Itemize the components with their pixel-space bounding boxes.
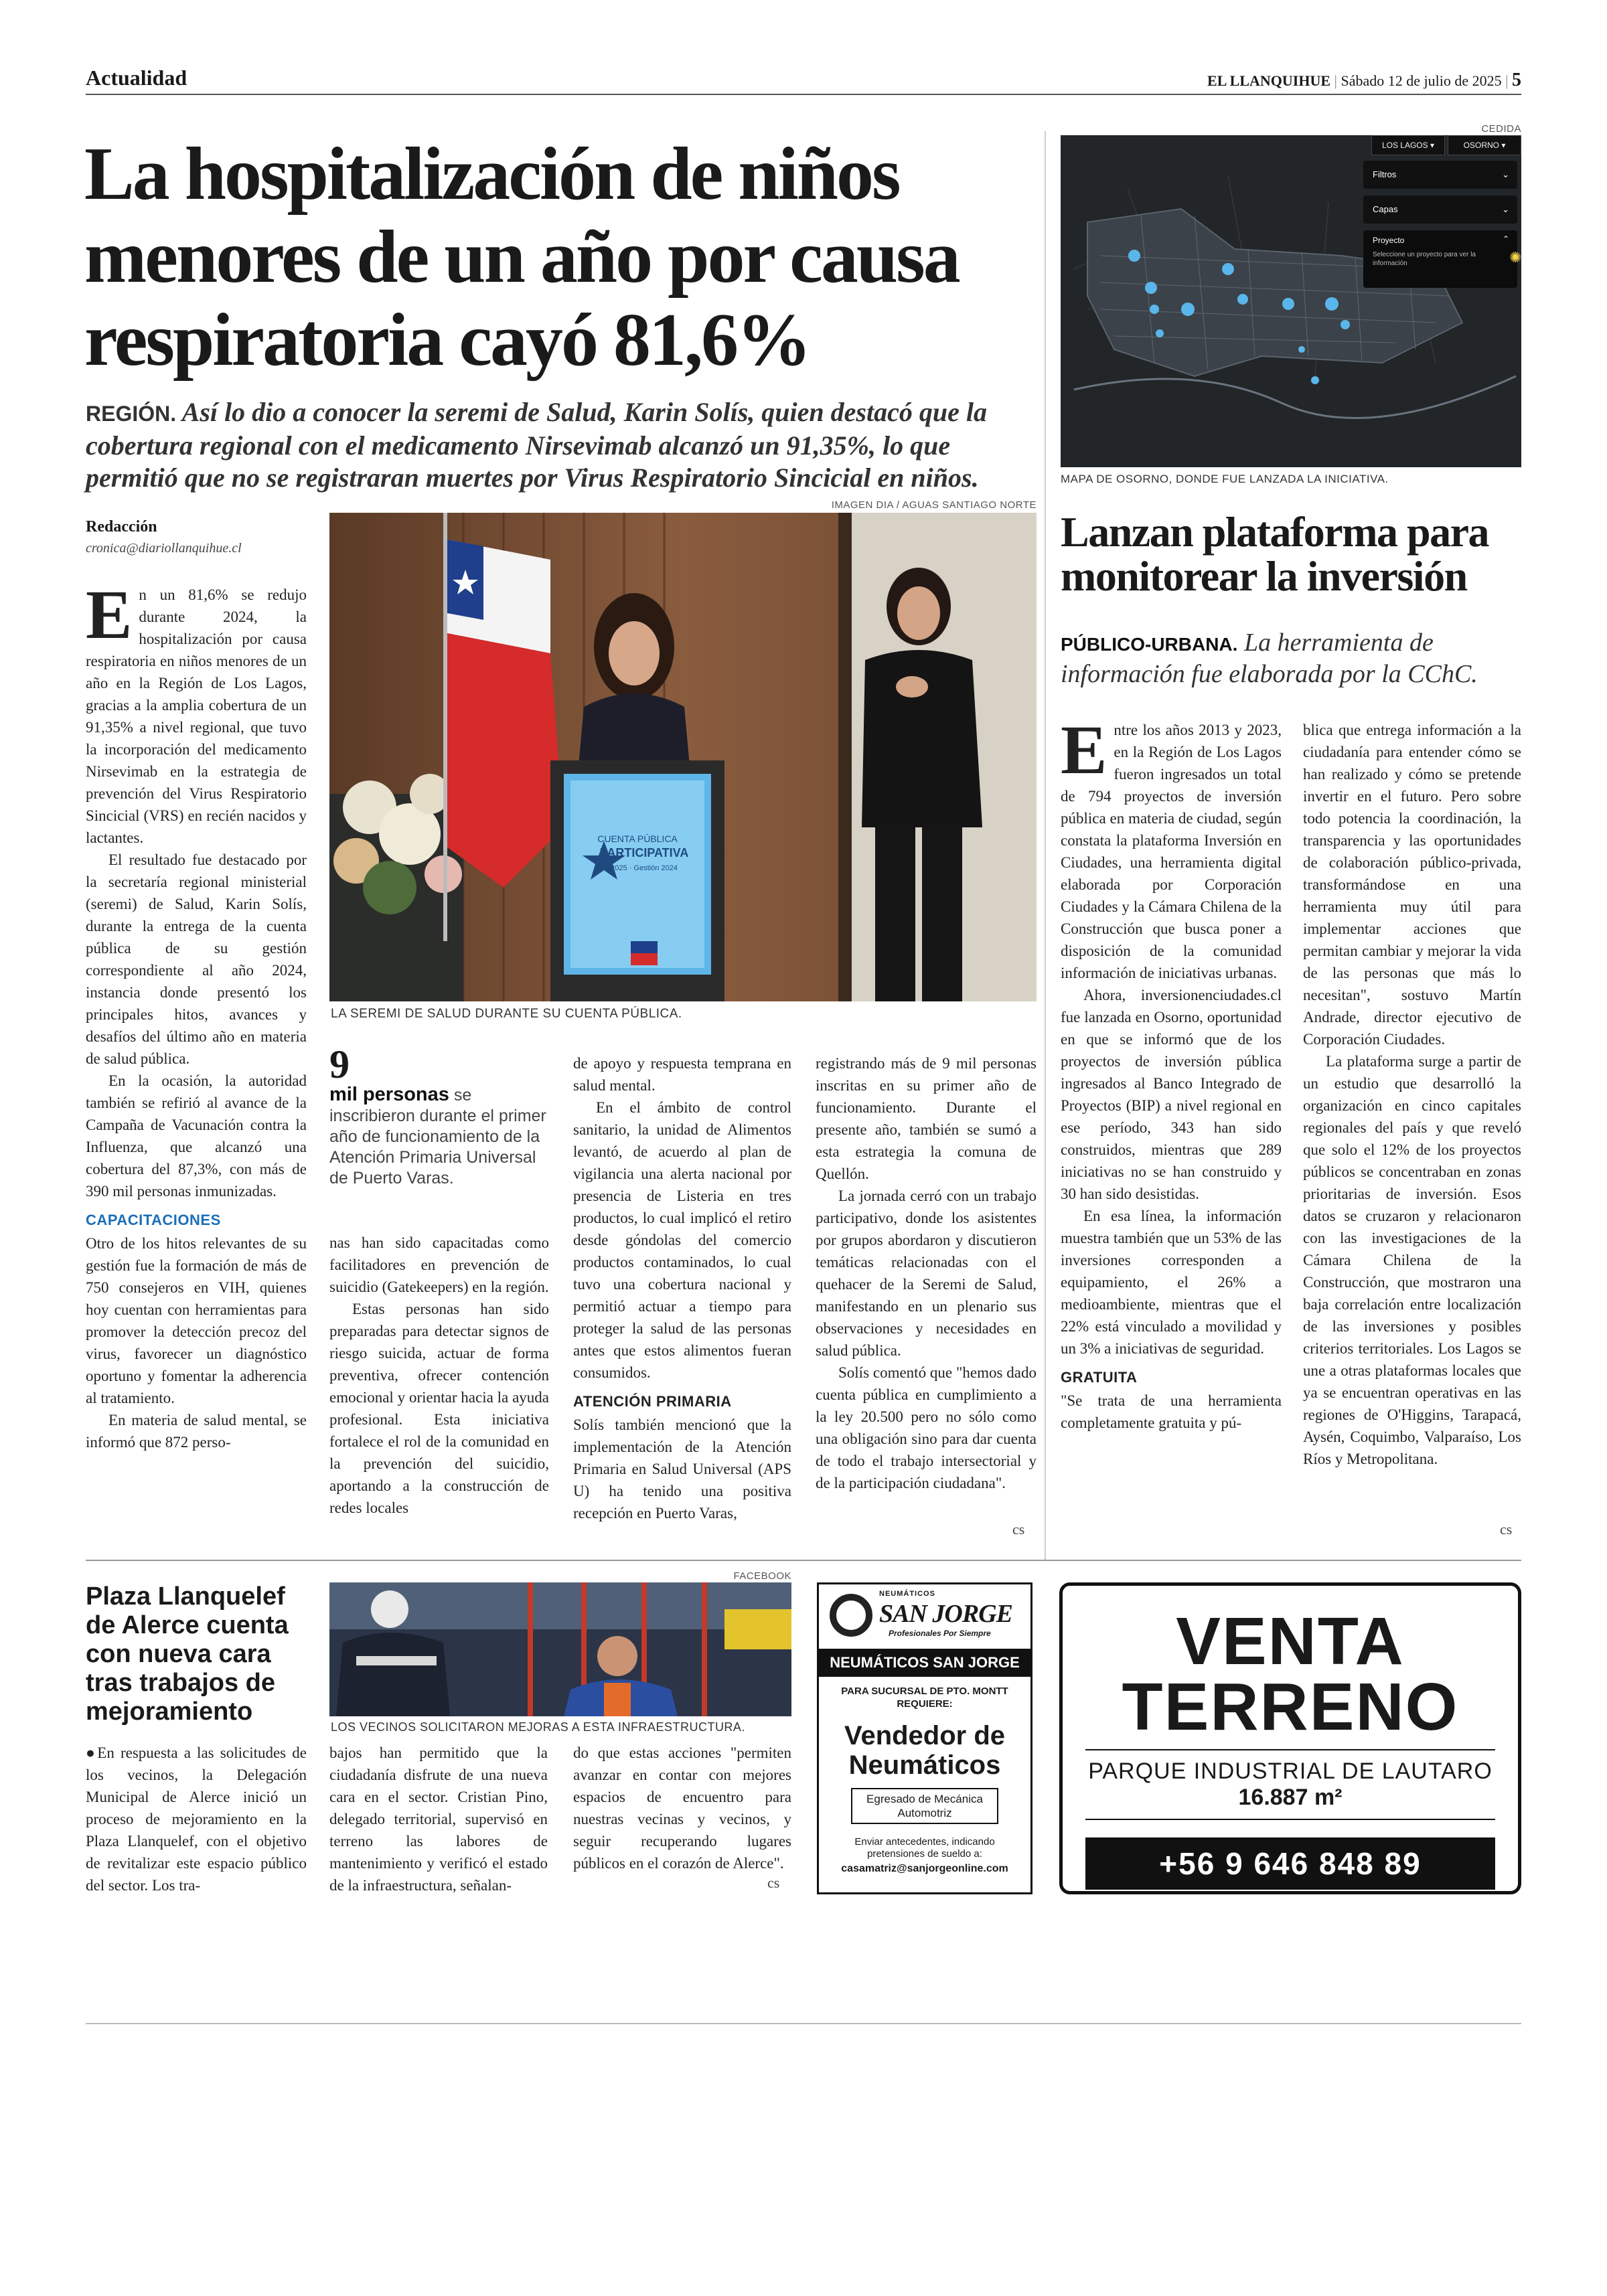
terreno-title-2: TERRENO: [1122, 1669, 1459, 1744]
column-divider: [1045, 131, 1046, 1560]
main-col1-p5: En materia de salud mental, se informó que 872 perso-: [86, 1412, 307, 1451]
san-jorge-contact: Enviar antecedentes, indicando pretensiones de sueldo a:: [854, 1836, 995, 1860]
header-info: EL LLANQUIHUE | Sábado 12 de julio de 2025 | 5: [1207, 70, 1521, 90]
byline-email: cronica@diariollanquihue.cl: [86, 541, 242, 556]
side-deck-text: La herramienta de información fue elaborada por la CChC.: [1061, 629, 1478, 688]
main-col3-p3: Solís también mencionó que la implementación de la Atención Primaria en Salud Universal (APS U) ha tenido una positiva recepción en Puerto Varas,: [573, 1416, 791, 1522]
issue-date: Sábado 12 de julio de 2025: [1341, 72, 1502, 89]
chevron-down-icon: ▾: [1430, 141, 1435, 150]
ad-venta-terreno: [1059, 1582, 1521, 1894]
section-label: Actualidad: [86, 66, 187, 90]
terreno-title-1: VENTA: [1176, 1604, 1405, 1679]
chevron-up-icon: ⌃: [1502, 234, 1509, 244]
san-jorge-logo-name: SAN JORGE: [879, 1600, 1012, 1628]
bottom-col-2: [329, 1742, 548, 1896]
side-col1-p4: "Se trata de una herramienta completamente gratuita y pú-: [1061, 1392, 1282, 1431]
photo-credit: IMAGEN DIA / AGUAS SANTIAGO NORTE: [831, 499, 1037, 511]
bottom-headline: Plaza Llanquelef de Alerce cuenta con nueva cara tras trabajos de mejoramiento: [86, 1582, 289, 1726]
map-image: [1061, 135, 1521, 467]
map-panel-filtros-label: Filtros: [1373, 169, 1397, 179]
san-jorge-band: NEUMÁTICOS SAN JORGE: [819, 1649, 1030, 1677]
terreno-area: 16.887 m²: [1238, 1785, 1343, 1810]
end-mark-bottom: cs: [767, 1874, 780, 1891]
main-col-1: [86, 576, 307, 1453]
main-headline: La hospitalización de niños menores de un año por causa respiratoria cayó 81,6%: [84, 133, 959, 382]
stat-box: [329, 1044, 550, 1189]
byline: Redacción: [86, 518, 157, 536]
main-col4-p2: La jornada cerró con un trabajo participativo, donde los asistentes por grupos abordaron y discutieron temáticas relacionadas con el quehacer de la Seremi de Salud, manifestando en un plenario sus observaciones y necesidades en salud pública.: [816, 1187, 1037, 1359]
end-mark-main: cs: [1012, 1521, 1025, 1538]
main-col2-p1: nas han sido capacitadas como facilitadores en prevención de suicidio (Gatekeepers) en la región.: [329, 1234, 549, 1295]
bottom-photo-caption: LOS VECINOS SOLICITARON MEJORAS A ESTA INFRAESTRUCTURA.: [331, 1720, 745, 1734]
chevron-down-icon: ▾: [1501, 141, 1506, 150]
terreno-phone: +56 9 646 848 89: [1085, 1837, 1495, 1890]
san-jorge-subtitle: PARA SUCURSAL DE PTO. MONTT REQUIERE:: [841, 1686, 1008, 1710]
side-col-1: [1061, 712, 1282, 1434]
side-col-2: [1303, 719, 1521, 1470]
san-jorge-email: casamatriz@sanjorgeonline.com: [841, 1863, 1008, 1874]
map-dropdown-region[interactable]: [1371, 135, 1445, 155]
stat-text: se inscribieron durante el primer año de funcionamiento de la Atención Primaria Universal de Puerto Varas.: [329, 1086, 546, 1187]
map-credit: CEDIDA: [1481, 123, 1521, 135]
bottom-col2-text: bajos han permitido que la ciudadanía disfrute de una nueva cara en el sector. Cristian Pino, delegado territorial, supervisó en terreno las labores de mantenimiento y verificó el estado de la infraestructura, señalan-: [329, 1744, 548, 1894]
podium-sign-line2: PARTICIPATIVA: [599, 846, 689, 859]
subhead-atencion-primaria: ATENCIÓN PRIMARIA: [573, 1393, 732, 1410]
photo-caption: LA SEREMI DE SALUD DURANTE SU CUENTA PÚBLICA.: [331, 1007, 682, 1021]
map-dropdown-region-label: LOS LAGOS: [1381, 141, 1428, 150]
map-panel-proyecto[interactable]: [1363, 230, 1517, 288]
main-col3-p1: de apoyo y respuesta temprana en salud mental.: [573, 1055, 791, 1094]
podium-sign-line3: 2025 · Gestión 2024: [611, 864, 678, 872]
map-dropdown-commune[interactable]: [1448, 135, 1521, 155]
main-col-4: [816, 1052, 1037, 1494]
map-panel-capas[interactable]: [1363, 195, 1517, 224]
stat-bold: mil personas: [329, 1084, 449, 1105]
footer-rule: [86, 2023, 1521, 2024]
map-panel-capas-label: Capas: [1373, 204, 1398, 214]
san-jorge-requirement: Egresado de Mecánica Automotriz: [851, 1788, 998, 1824]
main-col1-p3: En la ocasión, la autoridad también se refirió al avance de la Campaña de Vacunación contra la Influenza, que alcanzó una cobertura del 87,3%, con más de 390 mil personas inmunizadas.: [86, 1072, 307, 1200]
side-deck: [1061, 628, 1523, 689]
map-caption: MAPA DE OSORNO, DONDE FUE LANZADA LA INICIATIVA.: [1061, 473, 1389, 485]
san-jorge-logo-top: NEUMÁTICOS: [879, 1590, 935, 1598]
main-kicker: REGIÓN.: [86, 402, 177, 426]
masthead: EL LLANQUIHUE: [1207, 72, 1331, 89]
side-col1-p3: En esa línea, la información muestra también que un 53% de las inversiones corresponden a equipamiento, el 26% a medioambiente, mientras que el 22% está vinculado a movilidad y un 3% a iniciativas de seguridad.: [1061, 1208, 1282, 1357]
bottom-col-3: [573, 1742, 791, 1874]
map-panel-filtros[interactable]: [1363, 161, 1517, 189]
san-jorge-logo-tagline: Profesionales Por Siempre: [889, 1629, 991, 1638]
main-col3-p2: En el ámbito de control sanitario, la unidad de Alimentos levantó, de acuerdo al plan de vigilancia una alerta nacional por presencia de Listeria en tres productos, lo cual implicó el retiro desde góndolas del comercio productos contaminados, lo cual tuvo una cobertura nacional y permitió actuar a tiempo para proteger la salud de las personas antes que estos alimentos fueran consumidos.: [573, 1099, 791, 1381]
page-number: 5: [1512, 70, 1521, 90]
bottom-photo: [329, 1582, 791, 1716]
main-col4-p3: Solís comentó que "hemos dado cuenta pública en cumplimiento a la ley 20.500 pero no sólo como una obligación sino para dar cuenta de todo el trabajo intersectorial y de la participación ciudadana".: [816, 1364, 1037, 1491]
side-headline: Lanzan plataforma para monitorear la inversión: [1061, 508, 1488, 600]
subhead-gratuita: GRATUITA: [1061, 1369, 1138, 1386]
bottom-col1-text: En respuesta a las solicitudes de los vecinos, la Delegación Municipal de Alerce inició un proceso de mejoramiento en la Plaza Llanquelef, con el objetivo de revitalizar este espacio público del sector. Los tra-: [86, 1744, 307, 1894]
bottom-photo-illustration: [329, 1582, 791, 1716]
main-deck-text: Así lo dio a conocer la seremi de Salud, Karin Solís, quien destacó que la cobertura regional con el medicamento Nirsevimab alcanzó un 91,35%, lo que permitió que no se registraran muertes por Virus Respiratorio Sincicial en niños.: [86, 397, 987, 493]
main-col4-p1: registrando más de 9 mil personas inscritas en su primer año de funcionamiento. Durante el presente año, también se sumó a esta estrategia la comuna de Quellón.: [816, 1055, 1037, 1182]
san-jorge-position: Vendedor de Neumáticos: [844, 1721, 1006, 1780]
side-col1-p1: ntre los años 2013 y 2023, en la Región de Los Lagos fueron ingresados un total de 794 proyectos de inversión pública en materia de ciudad, según constata la plataforma Inversión en Ciudades, una herramienta digital elaborada por Corporación Ciudades y la Cámara Chilena de la Construcción que busca poner a disposición de la comunidad información de iniciativas urbanas.: [1061, 722, 1282, 981]
bullet-icon: ●: [86, 1744, 98, 1761]
main-col1-p4: Otro de los hitos relevantes de su gestión fue la formación de más de 750 consejeros en VIH, quienes hoy cuentan con herramientas para promover la detección precoz del virus, favorecer un diagnóstico oportuno y fomentar la adherencia al tratamiento.: [86, 1235, 307, 1406]
chevron-down-icon: ⌄: [1502, 169, 1509, 179]
terreno-location-box: [1085, 1749, 1495, 1820]
main-col1-p2: El resultado fue destacado por la secretaría regional ministerial (seremi) de Salud, Karin Solís, durante la entrega de la cuenta pública de su gestión correspondiente al año 2024, instancia donde presentó los principales hitos, avances y desafíos del último año en materia de salud pública.: [86, 851, 307, 1067]
end-mark-side: cs: [1500, 1521, 1513, 1538]
main-col2-p2: Estas personas han sido preparadas para detectar signos de riesgo suicida, actuar de forma preventiva, ofrecer contención emocional y orientar hacia la ayuda profesional. Esta iniciativa fortalece el rol de la comunidad en la prevención del suicidio, aportando a la construcción de redes locales: [329, 1301, 549, 1516]
map-panel-proyecto-label: Proyecto: [1373, 236, 1405, 245]
side-kicker: PÚBLICO-URBANA.: [1061, 634, 1238, 655]
map-dropdown-commune-label: OSORNO: [1463, 141, 1499, 150]
side-col1-p2: Ahora, inversionenciudades.cl fue lanzada en Osorno, oportunidad en que se informó que de los proyectos de inversión pública ingresados al Banco Integrado de Proyectos (BIP) a nivel regional en ese período, 343 han sido construidos, mientras que 289 iniciativas no se han construido y 30 han sido desistidas.: [1061, 987, 1282, 1202]
ad-san-jorge: [817, 1582, 1032, 1894]
bottom-col3-text: do que estas acciones "permiten avanzar en contar con mejores espacios de encuentro para nuestras vecinas y vecinos, y seguir recuperando lugares públicos en el corazón de Alerce".: [573, 1744, 791, 1872]
podium-sign-line1: CUENTA PÚBLICA: [597, 833, 678, 844]
main-dropcap: E: [86, 576, 133, 653]
main-col-3: [573, 1052, 791, 1524]
side-col2-p2: La plataforma surge a partir de un estudio que desarrolló la organización en cinco capitales regionales del país y que reveló que solo el 12% de los proyectos públicos se concentraban en zonas prioritarias de inversión. Esos datos se cruzaron y relacionaron con las investigaciones de la Cámara Chilena de la Construcción, que mostraron una baja correlación entre localización de las inversiones y posibles criterios territoriales. Los Lagos se une a otras plataformas locales que ya se encuentran operativas en las regiones de O'Higgins, Tarapacá, Aysén, Coquimbo, Valparaíso, Los Ríos y Metropolitana.: [1303, 1053, 1521, 1467]
chevron-down-icon: ⌄: [1502, 204, 1509, 214]
stat-number: 9: [329, 1042, 350, 1086]
tire-icon: [830, 1594, 872, 1637]
bottom-col-1: [86, 1742, 307, 1896]
photo-illustration: [329, 513, 1037, 1001]
subhead-capacitaciones: CAPACITACIONES: [86, 1212, 221, 1228]
side-dropcap: E: [1061, 712, 1107, 789]
terreno-location: PARQUE INDUSTRIAL DE LAUTARO: [1088, 1758, 1493, 1784]
bottom-photo-credit: FACEBOOK: [733, 1570, 791, 1582]
main-col-2: [329, 1232, 549, 1519]
san-jorge-logo: [819, 1584, 1030, 1649]
main-col1-p1: n un 81,6% se redujo durante 2024, la hospitalización por causa respiratoria en niños menores de un año en la Región de Los Lagos, gracias a la amplia cobertura de un 91,35% a nivel regional, que tuvo la incorporación del medicamento Nirsevimab en la estrategia de prevención del Virus Respiratorio Sincicial (VRS) en recién nacidos y lactantes.: [86, 586, 307, 846]
main-photo: [329, 513, 1037, 1001]
main-deck: [86, 396, 1037, 494]
podium: [550, 760, 724, 1001]
map-panel-hint: Seleccione un proyecto para ver la información: [1373, 251, 1476, 267]
side-col2-p1: blica que entrega información a la ciudadanía para entender cómo se han realizado y cómo se pretende invertir en el futuro. Pero sobre todo potencia la coordinación, la transparencia y las oportunidades de colaboración público-privada, transformándose en una herramienta muy útil para implementar acciones que permitan cambiar y mejorar la vida de las personas que más lo necesitan", sostuvo Martín Andrade, director ejecutivo de Corporación Ciudades.: [1303, 722, 1521, 1048]
header-rule: [86, 94, 1521, 95]
bottom-section-rule: [86, 1560, 1521, 1561]
sun-icon: ✺: [1509, 249, 1521, 266]
